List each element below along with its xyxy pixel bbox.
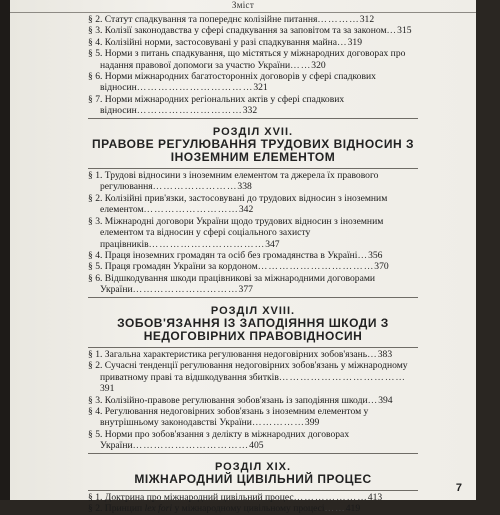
toc-entry — [88, 360, 418, 394]
table-of-contents — [88, 14, 418, 515]
toc-entry — [88, 261, 418, 272]
entry-title: § 3. Міжнародні договори України щодо трудових відносин з іноземним елементом та відносин у сфері соціального захисту працівників — [88, 215, 384, 250]
leader-dots: … — [337, 36, 348, 48]
entry-title: § 2. Колізійні прив'язки, застосовувані до трудових відносин з іноземним елементом — [88, 192, 388, 216]
toc-entry — [88, 37, 418, 48]
entry-page: 356 — [368, 249, 383, 261]
divider — [88, 118, 418, 119]
toc-entry — [88, 94, 418, 117]
toc-entry — [88, 48, 418, 71]
toc-entry — [88, 429, 418, 452]
entry-title: § 5. Норми з питань спадкування, що містяться у міжнародних договорах про надання правової допомоги за участю України — [88, 48, 406, 71]
entry-page: 315 — [397, 25, 412, 37]
toc-entry — [88, 492, 418, 503]
entry-page: 413 — [367, 492, 383, 503]
running-head: Зміст — [10, 0, 476, 13]
entry-page: 399 — [304, 417, 320, 429]
entry-title: § 3. Колізії законодавства у сфері спадкування за заповітом та за законом — [88, 25, 387, 37]
leader-dots: ……………………… — [143, 204, 239, 216]
leader-dots: ……………………………… — [278, 371, 406, 383]
toc-entry — [88, 170, 418, 193]
entry-page: 342 — [238, 204, 254, 216]
toc-entry — [88, 395, 418, 406]
entry-page: 332 — [242, 105, 258, 117]
divider — [88, 490, 418, 491]
leader-dots: …………………………… — [132, 440, 250, 452]
section-number: РОЗДІЛ XVII. — [212, 125, 294, 138]
entry-title-suffix: у міжнародному цивільному процесі — [172, 503, 325, 515]
leader-dots: …… — [324, 503, 346, 515]
entry-title: § 5. Норми про зобов'язання з делікту в міжнародних договорах України — [88, 428, 350, 452]
entry-title: § 4. Регулювання недоговірних зобов'язань з іноземним елементом у внутрішньому законодавстві України — [88, 405, 369, 429]
entry-title: § 1. Загальна характеристика регулювання недоговірних зобов'язань — [88, 348, 368, 360]
leader-dots: …………………… — [152, 181, 238, 193]
leader-dots: …………………………… — [136, 82, 254, 94]
leader-dots: …………………………… — [257, 261, 375, 273]
entry-page: 377 — [238, 284, 253, 296]
section-title: ЗОБОВ'ЯЗАННЯ ІЗ ЗАПОДІЯННЯ ШКОДИ З НЕДОГОВІРНИХ ПРАВОВІДНОСИН — [117, 315, 389, 343]
toc-entry — [88, 14, 418, 25]
leader-dots: ………… — [317, 14, 360, 25]
section-number: РОЗДІЛ XIX. — [214, 460, 292, 473]
entry-page: 319 — [347, 36, 362, 48]
entry-title: § 4. Праця іноземних громадян та осіб без громадянства в Україні — [88, 249, 358, 261]
leader-dots: … — [386, 25, 398, 37]
leader-dots: ………………………… — [136, 105, 243, 117]
toc-entry — [88, 349, 418, 360]
toc-entry — [88, 25, 418, 36]
entry-title: § 4. Колізійні норми, застосовувані у разі спадкування майна — [88, 36, 338, 48]
leader-dots: ………………… — [293, 492, 368, 503]
leader-dots: … — [357, 249, 369, 261]
entry-title: § 2. Сучасні тенденції регулювання недоговірних зобов'язань у міжнародному приватному праві та відшкодування збитків — [88, 360, 408, 383]
leader-dots: …………… — [251, 417, 305, 429]
entry-title: § 7. Норми міжнародних регіональних актів у сфері спадкових відносин — [88, 93, 345, 117]
entry-title: § 1. Доктрина про міжнародний цивільний процес — [88, 492, 294, 503]
entry-page: 320 — [311, 59, 326, 71]
divider — [88, 297, 418, 298]
page-number: 7 — [455, 482, 462, 494]
entry-page: 394 — [378, 394, 393, 406]
divider — [88, 347, 418, 348]
entry-title: § 1. Трудові відносини з іноземним елементом та джерела їх правового регулювання — [88, 170, 379, 193]
section-number: РОЗДІЛ XVIII. — [210, 304, 296, 317]
leader-dots: …………………………… — [148, 238, 266, 250]
divider — [88, 453, 418, 454]
toc-entry — [88, 503, 418, 514]
entry-title: § 3. Колізійно-правове регулювання зобов'язань із заподіяння шкоди — [88, 394, 368, 406]
entry-title-italic: lex fori — [144, 503, 173, 515]
entry-title-prefix: § 2. Принцип — [88, 503, 145, 515]
entry-page: 347 — [265, 238, 280, 250]
entry-title: § 5. Праця громадян України за кордоном — [88, 261, 258, 273]
divider — [88, 168, 418, 169]
leader-dots: … — [367, 394, 379, 406]
entry-page: 338 — [237, 181, 252, 193]
entry-title: § 2. Статут спадкування та попереднє колізійне питання — [88, 14, 318, 25]
entry-page: 312 — [359, 14, 375, 25]
toc-entry — [88, 273, 418, 296]
entry-title: § 6. Відшкодування шкоди працівникові за міжнародними договорами України — [88, 272, 376, 296]
entry-page: 370 — [374, 261, 389, 273]
leader-dots: … — [367, 348, 378, 360]
entry-page: 419 — [345, 503, 361, 515]
entry-page: 391 — [100, 383, 115, 395]
entry-title: § 6. Норми міжнародних багатосторонніх договорів у сфері спадкових відносин — [88, 71, 376, 94]
entry-page: 321 — [253, 82, 268, 94]
entry-page: 383 — [377, 348, 393, 360]
book-gutter-shadow — [0, 0, 10, 500]
toc-entry — [88, 406, 418, 429]
leader-dots: …… — [290, 59, 312, 71]
section-title: ПРАВОВЕ РЕГУЛЮВАННЯ ТРУДОВИХ ВІДНОСИН З ІНОЗЕМНИМ ЕЛЕМЕНТОМ — [92, 137, 414, 165]
entry-page: 405 — [249, 440, 264, 452]
section-title: МІЖНАРОДНИЙ ЦИВІЛЬНИЙ ПРОЦЕС — [134, 472, 372, 486]
leader-dots: ………………………… — [132, 284, 239, 296]
book-page — [10, 0, 476, 515]
toc-entry — [88, 216, 418, 250]
toc-entry — [88, 193, 418, 216]
toc-entry — [88, 71, 418, 94]
toc-entry — [88, 250, 418, 261]
